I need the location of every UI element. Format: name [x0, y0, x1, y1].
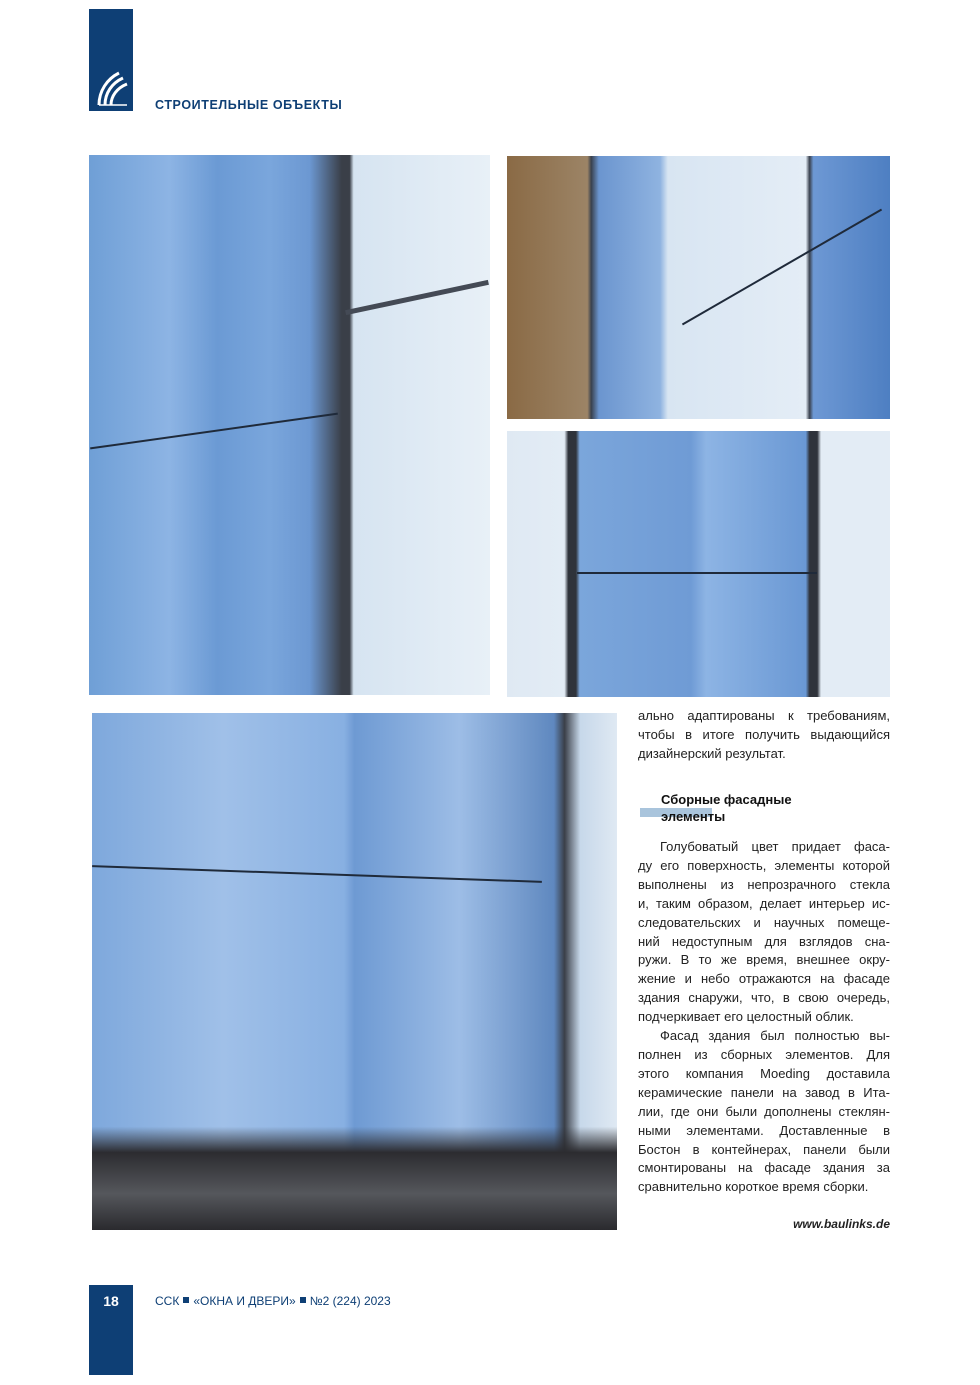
- text-line: и, таким образом, делает интерьер ис-: [638, 895, 890, 911]
- text-line: чтобы в итоге получить выдающийся: [638, 726, 890, 742]
- text-line: Фасад здания был полностью вы-: [660, 1028, 890, 1044]
- page-number: 18: [103, 1293, 119, 1309]
- text-line: полнен из сборных элементов. Для: [638, 1046, 890, 1062]
- facade-photo-2: [507, 156, 890, 419]
- text-line: смонтированы на фасаде здания за: [638, 1160, 890, 1176]
- text-line: выполнены из непрозрачного стекла: [638, 876, 890, 892]
- section-title: СТРОИТЕЛЬНЫЕ ОБЪЕКТЫ: [155, 98, 343, 112]
- text-line: ду его поверхность, элементы которой: [638, 857, 890, 873]
- text-line: Бостон в контейнерах, панели были: [638, 1141, 890, 1157]
- subheading-line: Сборные фасадные: [661, 792, 792, 807]
- magazine-abbr: ССК: [155, 1294, 180, 1308]
- text-line: ально адаптированы к требованиям,: [638, 708, 890, 723]
- text-line: здания снаружи, что, в свою очередь,: [638, 990, 890, 1006]
- text-line: жение и небо отражаются на фасаде: [638, 971, 890, 987]
- subheading-line: элементы: [661, 809, 726, 824]
- facade-photo-4: [92, 713, 617, 1230]
- magazine-title: «ОКНА И ДВЕРИ»: [193, 1294, 296, 1308]
- paragraph-1: [638, 838, 890, 1197]
- text-line: ний недоступным для взглядов сна-: [638, 933, 890, 949]
- square-bullet-icon: [300, 1297, 306, 1303]
- text-line: ружи. В то же время, внешнее окру-: [638, 952, 890, 968]
- facade-photo-3: [507, 431, 890, 697]
- text-line: керамические панели на завод в Ита-: [638, 1084, 890, 1100]
- subheading: [661, 791, 792, 825]
- logo-icon: [95, 69, 129, 107]
- source-link[interactable]: www.baulinks.de: [793, 1217, 890, 1231]
- text-line: Голубоватый цвет придает фаса-: [660, 839, 890, 854]
- issue-number: №2 (224) 2023: [309, 1294, 391, 1308]
- header-bar: [89, 9, 133, 111]
- footer-info: [155, 1294, 391, 1308]
- footer-bar: [89, 1285, 133, 1375]
- square-bullet-icon: [183, 1297, 189, 1303]
- text-line: этого компания Moeding доставила: [638, 1065, 890, 1081]
- facade-photo-1: [89, 155, 490, 695]
- text-line: следовательских и научных помеще-: [638, 914, 890, 930]
- text-line: сравнительно короткое время сборки.: [638, 1179, 869, 1195]
- text-line: подчеркивает его целостный облик.: [638, 1009, 854, 1025]
- text-line: ными элементами. Доставленные в: [638, 1122, 890, 1138]
- text-line: дизайнерский результат.: [638, 745, 786, 761]
- intro-text: [638, 707, 890, 764]
- text-line: лии, где они были дополнены стеклян-: [638, 1103, 890, 1119]
